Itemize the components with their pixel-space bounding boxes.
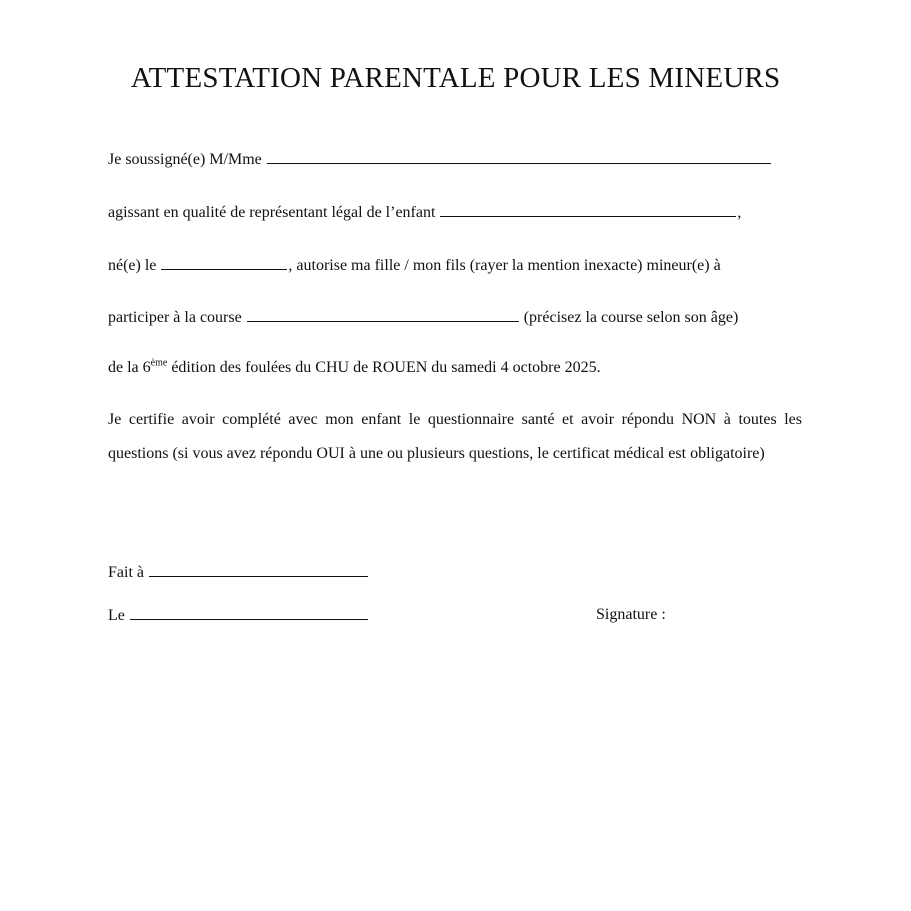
child-name-comma: ,	[737, 204, 742, 221]
place-field[interactable]	[149, 562, 368, 577]
edition-superscript: ème	[150, 357, 168, 369]
edition-text: édition des foulées du CHU de ROUEN du samedi 4 octobre 2025.	[167, 359, 601, 376]
date-line	[108, 605, 369, 626]
edition-prefix: de la 6	[108, 359, 151, 376]
authorization-text: , autorise ma fille / mon fils (rayer la mention inexacte) mineur(e) à	[288, 257, 721, 274]
signature-label: Signature :	[596, 606, 666, 623]
guardian-name-field[interactable]	[267, 149, 771, 164]
birthdate-field[interactable]	[161, 255, 287, 270]
place-line	[108, 562, 369, 583]
page-title: ATTESTATION PARENTALE POUR LES MINEURS	[130, 62, 781, 94]
child-name-line	[108, 202, 741, 223]
child-name-field[interactable]	[440, 202, 736, 217]
guardian-name-label: Je soussigné(e) M/Mme	[108, 151, 262, 168]
edition-line	[108, 358, 601, 378]
race-label: participer à la course	[108, 309, 242, 326]
birthdate-label: né(e) le	[108, 257, 157, 274]
guardian-name-line	[108, 149, 772, 170]
race-hint: (précisez la course selon son âge)	[523, 309, 739, 326]
date-label: Le	[108, 607, 125, 624]
certification-paragraph: Je certifie avoir complété avec mon enfant le questionnaire santé et avoir répondu NON à toutes les questions (si vous avez répondu OUI à une ou plusieurs questions, le certificat médical est obligatoire)	[108, 411, 802, 462]
place-label: Fait à	[108, 564, 144, 581]
race-line	[108, 307, 738, 328]
birthdate-line	[108, 255, 721, 276]
date-field[interactable]	[130, 605, 368, 620]
race-field[interactable]	[247, 307, 519, 322]
child-name-label: agissant en qualité de représentant légal de l’enfant	[108, 204, 436, 221]
